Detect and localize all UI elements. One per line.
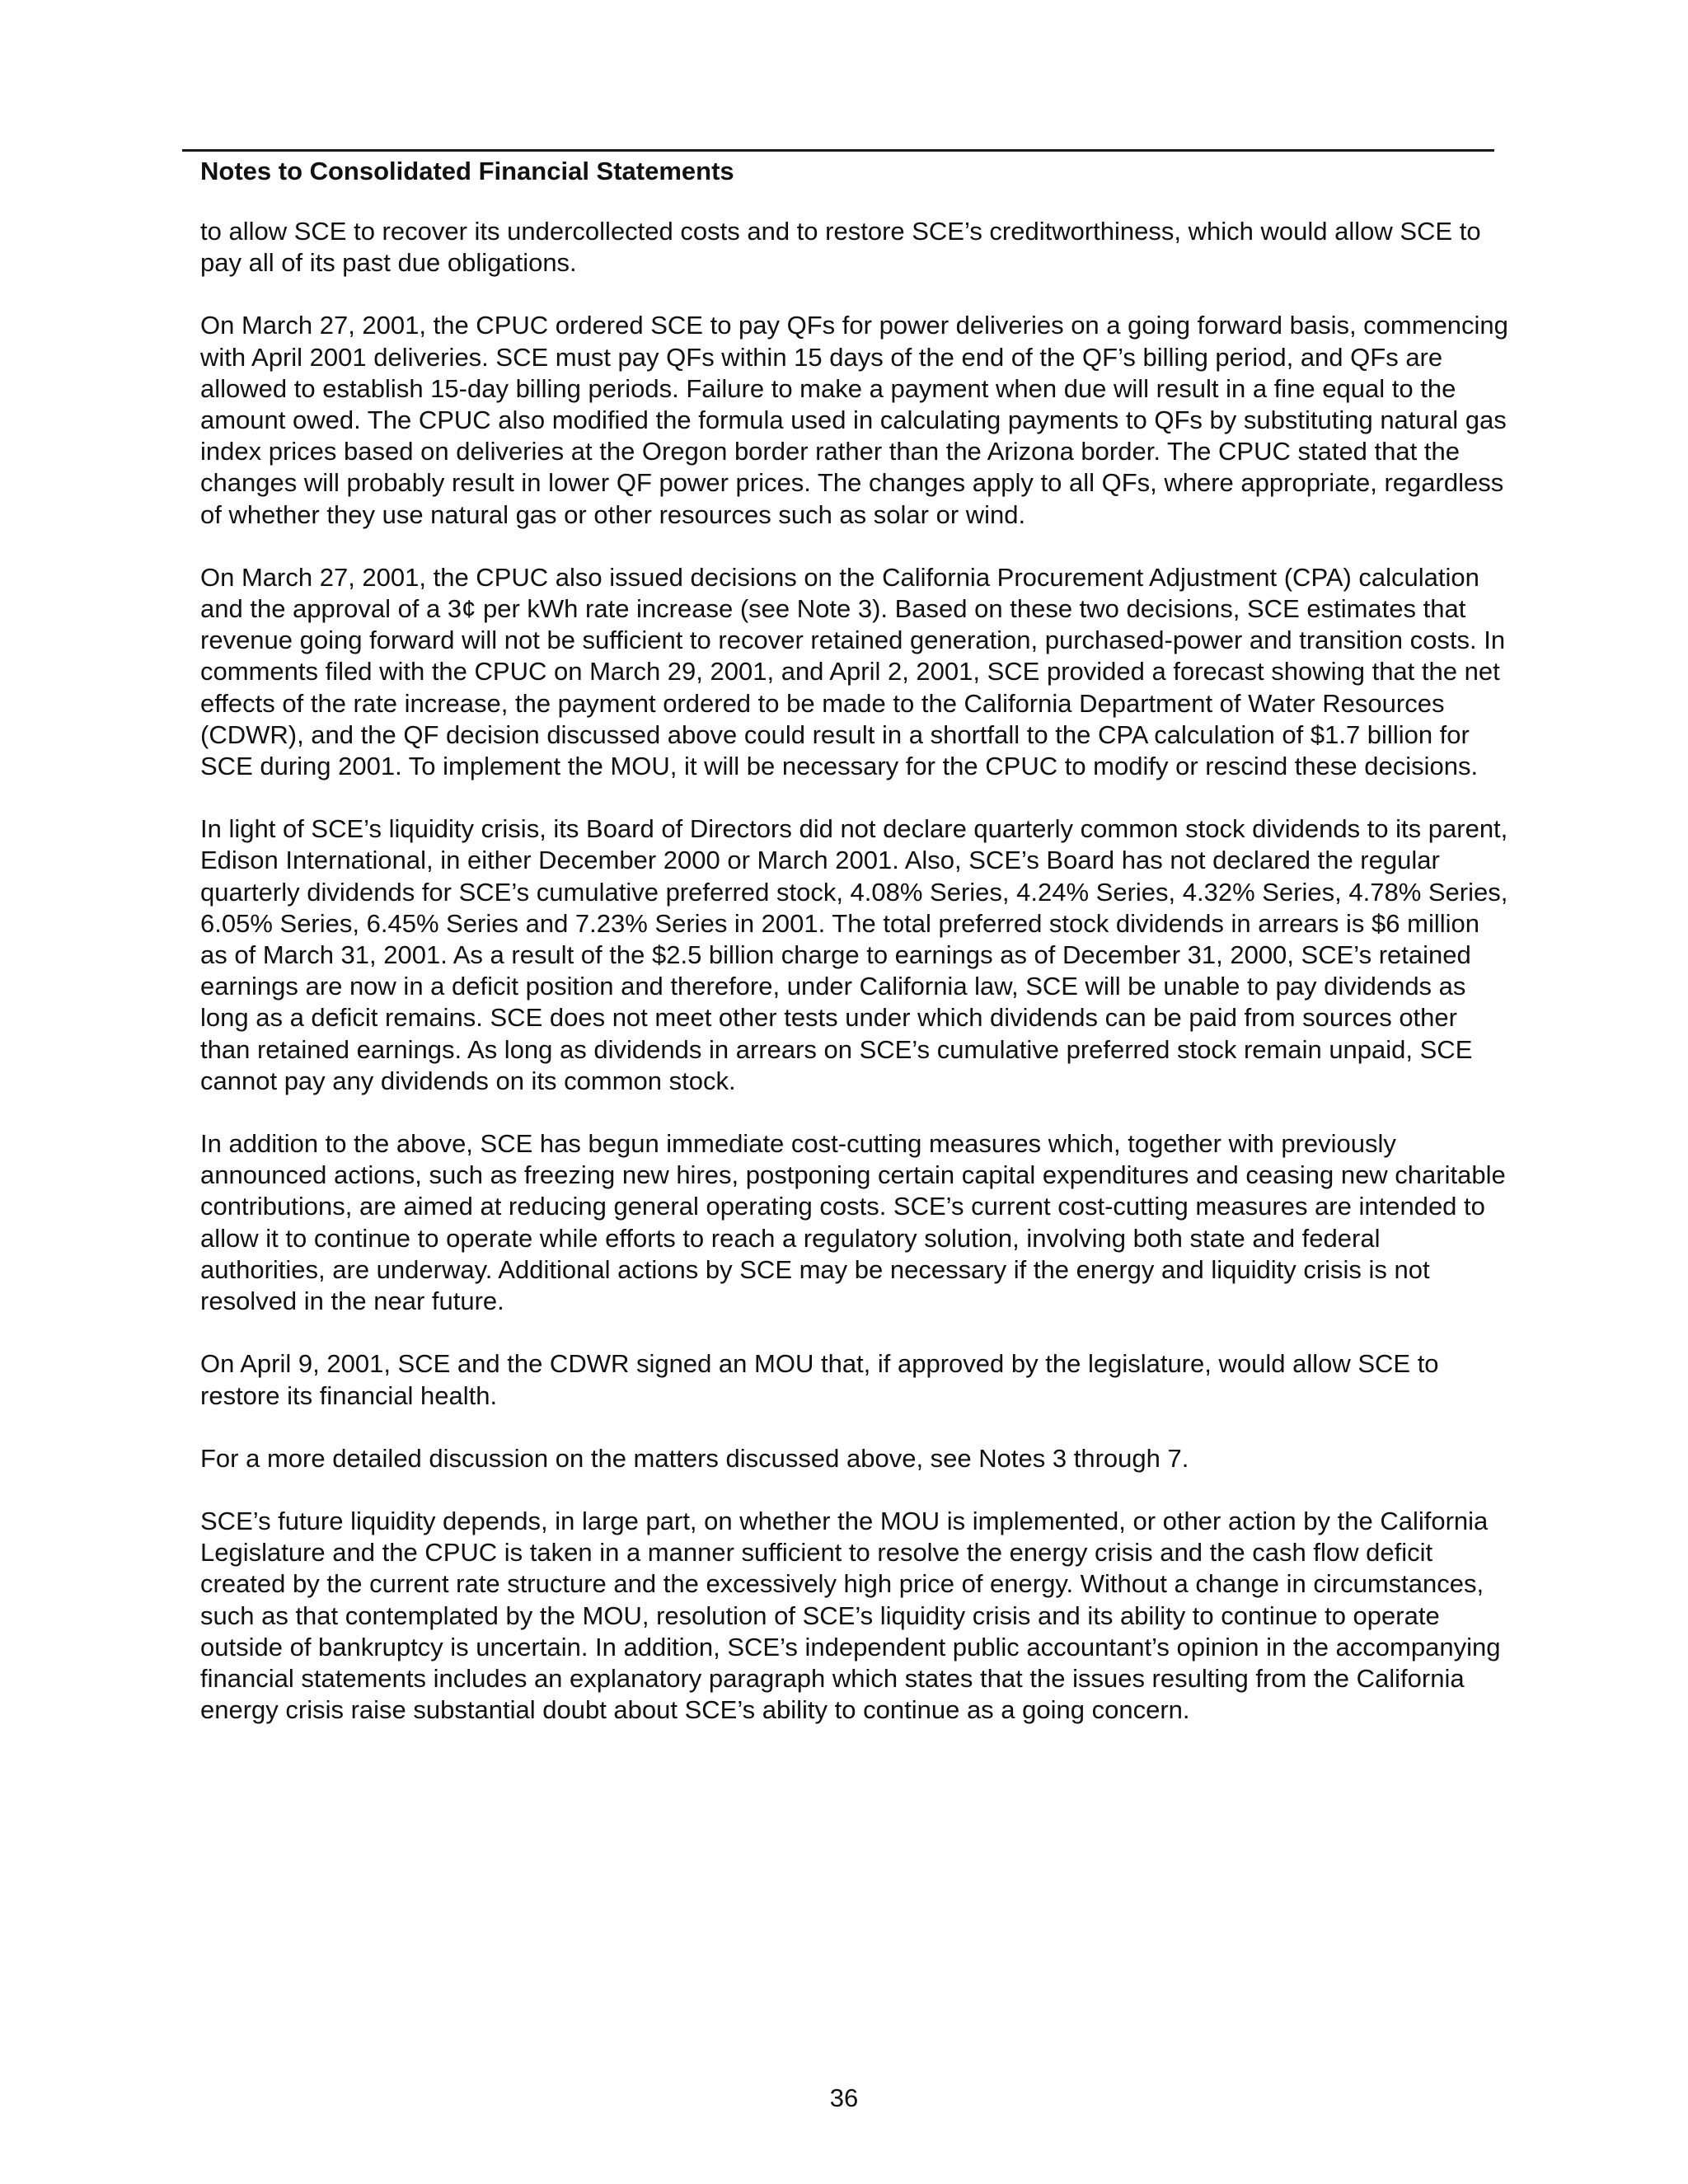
- paragraph: On April 9, 2001, SCE and the CDWR signed an MOU that, if approved by the legislature, would allow SCE to restore its financial health.: [200, 1349, 1439, 1410]
- paragraph: to allow SCE to recover its undercollected costs and to restore SCE’s creditworthiness, which would allow SCE to pay all of its past due obligations.: [200, 217, 1481, 278]
- header-rule: [182, 149, 1494, 152]
- page-number: 36: [829, 2083, 859, 2112]
- paragraph: On March 27, 2001, the CPUC ordered SCE to pay QFs for power deliveries on a going forward basis, commencing with April 2001 deliveries. SCE must pay QFs within 15 days of the end of the QF’s billing period, and QFs are allowed to establish 15-day billing periods. Failure to make a payment when due will result in a fine equal to the amount owed. The CPUC also modified the formula used in calculating payments to QFs by substituting natural gas index prices based on deliveries at the Oregon border rather than the Arizona border. The CPUC stated that the changes will probably result in lower QF power prices. The changes apply to all QFs, where appropriate, regardless of whether they use natural gas or other resources such as solar or wind.: [200, 311, 1508, 529]
- paragraph: In addition to the above, SCE has begun immediate cost-cutting measures which, together with previously announced actions, such as freezing new hires, postponing certain capital expenditures and ceasing new charitable contributions, are aimed at reducing general operating costs. SCE’s current cost-cutting measures are intended to allow it to continue to operate while efforts to reach a regulatory solution, involving both state and federal authorities, are underway. Additional actions by SCE may be necessary if the energy and liquidity crisis is not resolved in the near future.: [200, 1129, 1506, 1316]
- paragraph: On March 27, 2001, the CPUC also issued decisions on the California Procurement Adjustment (CPA) calculation and the approval of a 3¢ per kWh rate increase (see Note 3). Based on these two decisions, SCE estimates that revenue going forward will not be sufficient to recover retained generation, purchased-power and transition costs. In comments filed with the CPUC on March 29, 2001, and April 2, 2001, SCE provided a forecast showing that the net effects of the rate increase, the payment ordered to be made to the California Department of Water Resources (CDWR), and the QF decision discussed above could result in a shortfall to the CPA calculation of $1.7 billion for SCE during 2001. To implement the MOU, it will be necessary for the CPUC to modify or rescind these decisions.: [200, 562, 1506, 781]
- paragraph: In light of SCE’s liquidity crisis, its Board of Directors did not declare quarterly common stock dividends to its parent, Edison International, in either December 2000 or March 2001. Also, SCE’s Board has not declared the regular quarterly dividends for SCE’s cumulative preferred stock, 4.08% Series, 4.24% Series, 4.32% Series, 4.78% Series, 6.05% Series, 6.45% Series and 7.23% Series in 2001. The total preferred stock dividends in arrears is $6 million as of March 31, 2001. As a result of the $2.5 billion charge to earnings as of December 31, 2000, SCE’s retained earnings are now in a deficit position and therefore, under California law, SCE will be unable to pay dividends as long as a deficit remains. SCE does not meet other tests under which dividends can be paid from sources other than retained earnings. As long as dividends in arrears on SCE’s cumulative preferred stock remain unpaid, SCE cannot pay any dividends on its common stock.: [200, 814, 1508, 1095]
- paragraph: SCE’s future liquidity depends, in large part, on whether the MOU is implemented, or other action by the California Legislature and the CPUC is taken in a manner sufficient to resolve the energy crisis and the cash flow deficit created by the current rate structure and the excessively high price of energy. Without a change in circumstances, such as that contemplated by the MOU, resolution of SCE’s liquidity crisis and its ability to continue to operate outside of bankruptcy is uncertain. In addition, SCE’s independent public accountant’s opinion in the accompanying financial statements includes an explanatory paragraph which states that the issues resulting from the California energy crisis raise substantial doubt about SCE’s ability to continue as a going concern.: [200, 1506, 1501, 1725]
- body-text: [200, 216, 1511, 1757]
- paragraph: For a more detailed discussion on the matters discussed above, see Notes 3 through 7.: [200, 1443, 1189, 1473]
- section-heading: Notes to Consolidated Financial Statements: [200, 157, 734, 185]
